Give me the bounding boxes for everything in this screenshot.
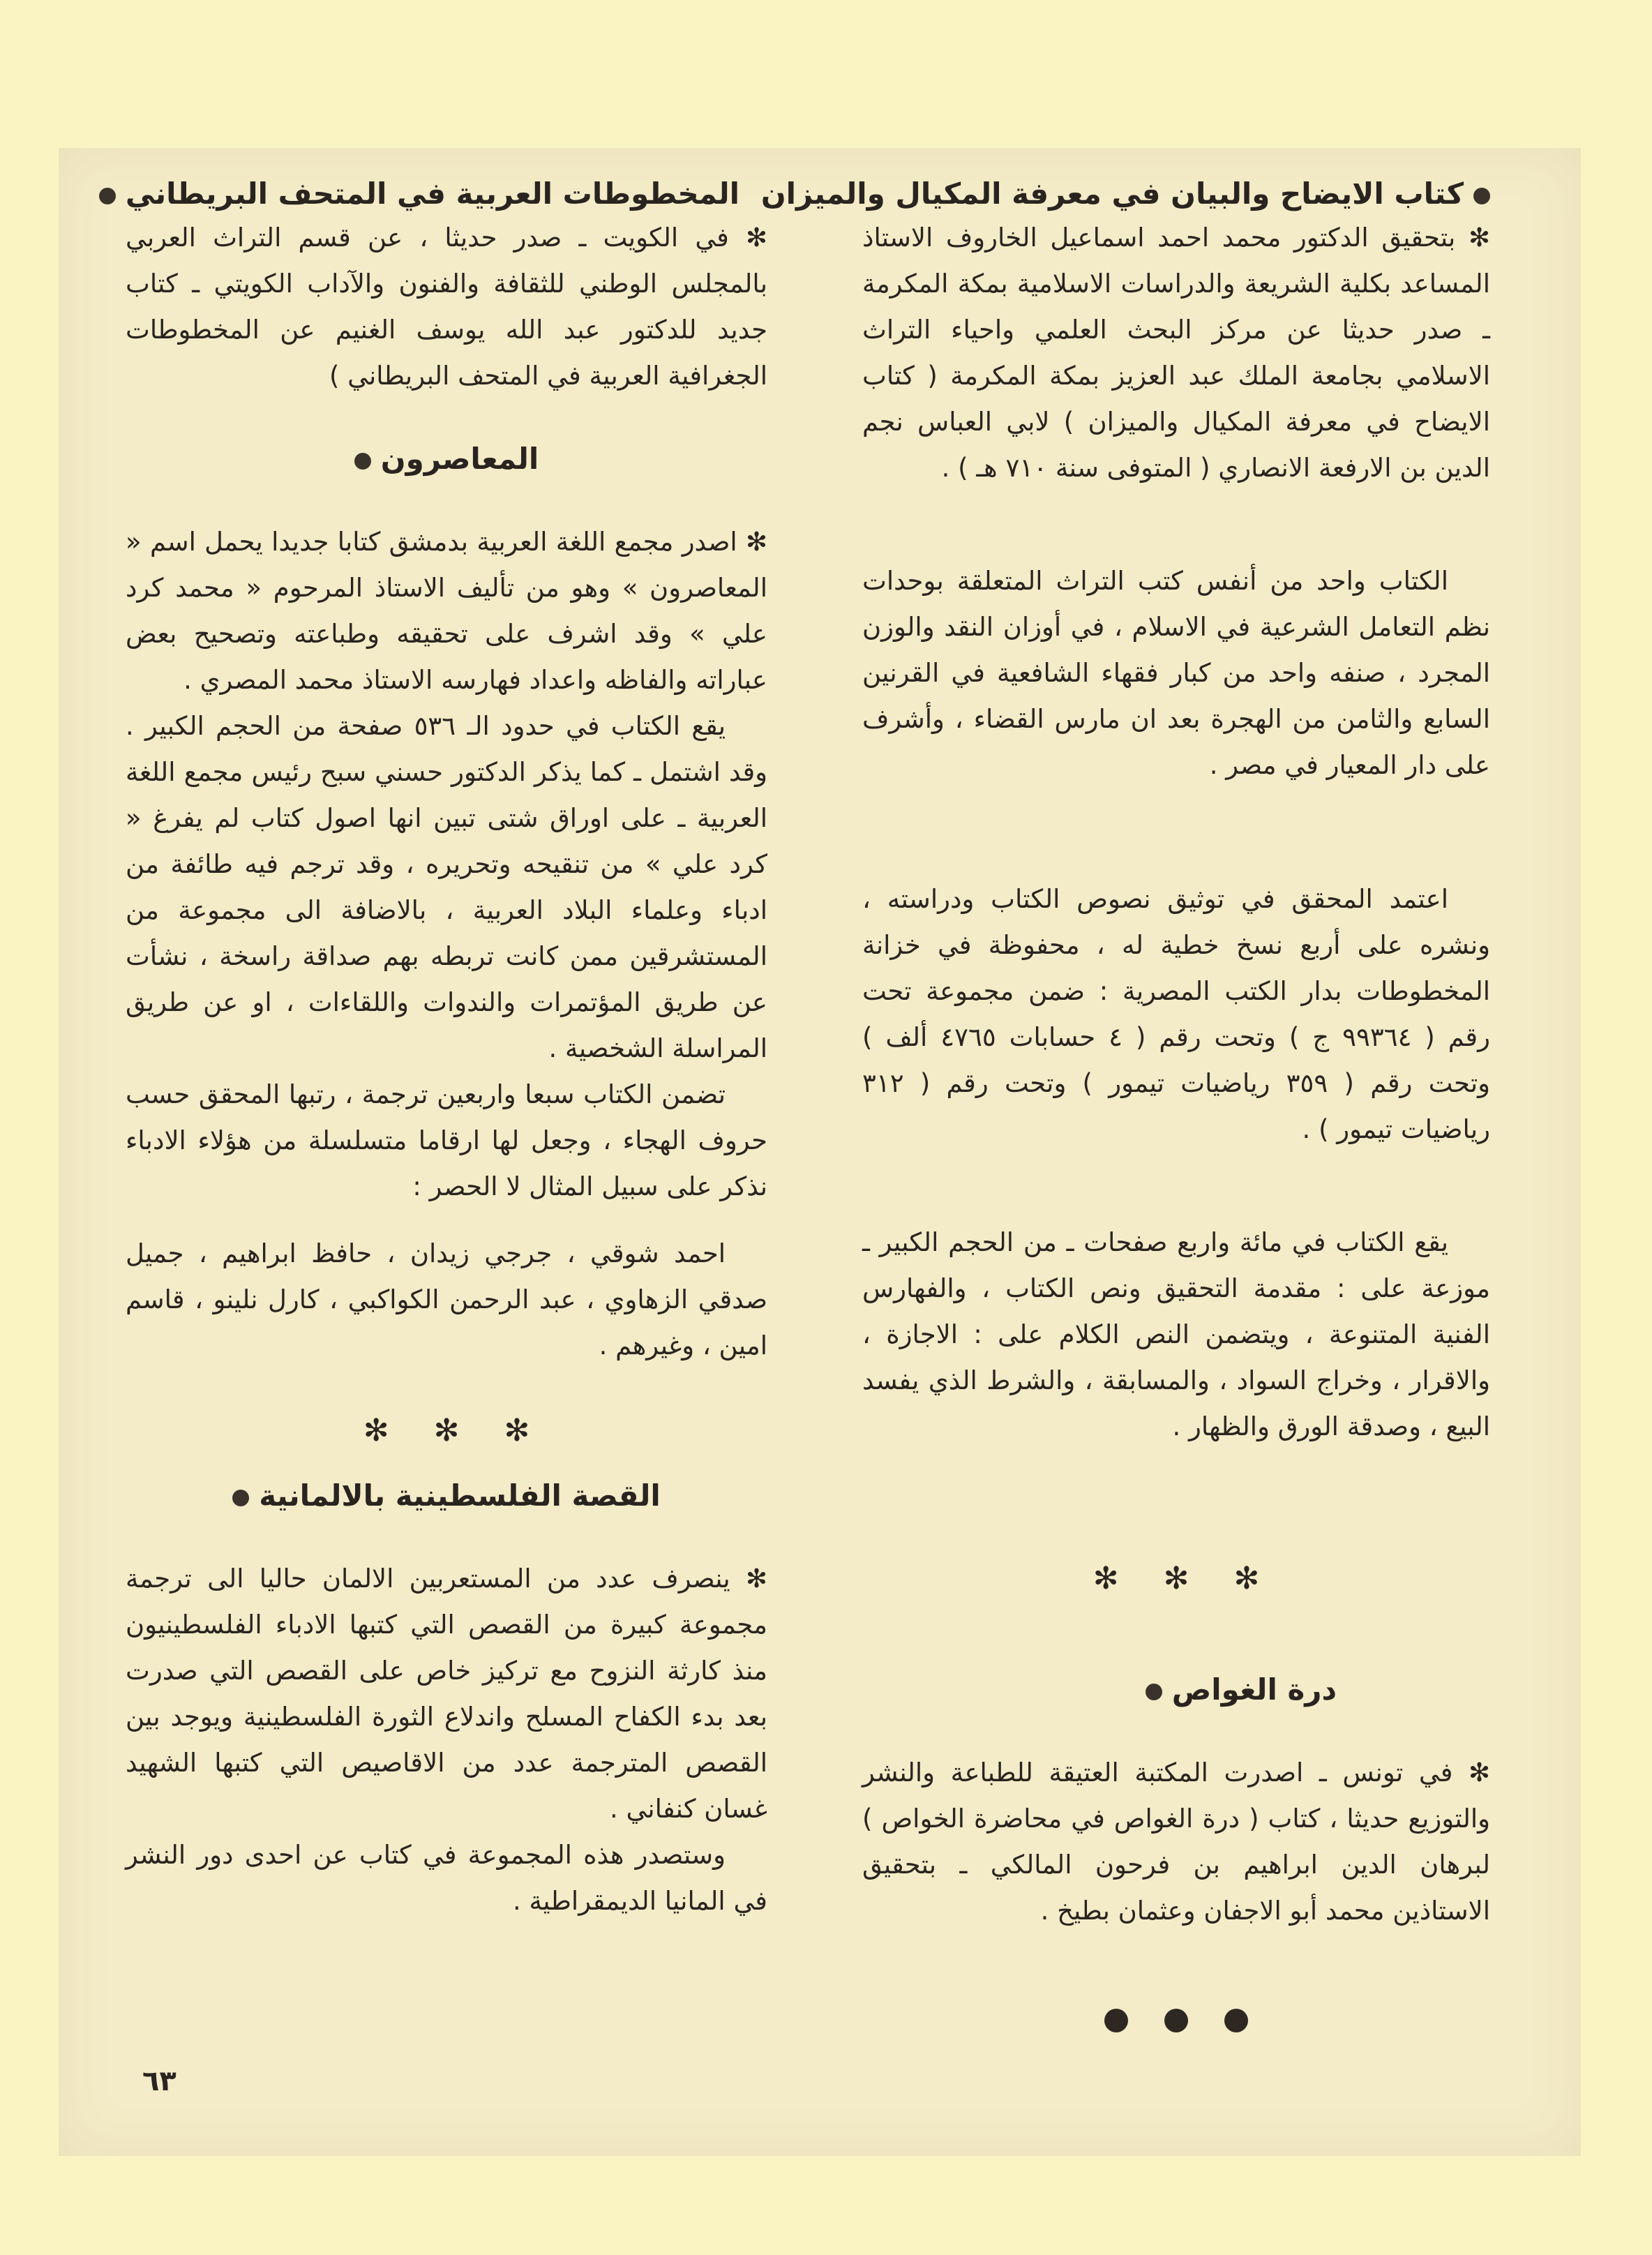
left-column	[126, 148, 767, 2156]
paragraph: تضمن الكتاب سبعا واربعين ترجمة ، رتبها المحقق حسب حروف الهجاء ، وجعل لها ارقاما متسلسلة من هؤلاء الادباء نذكر على سبيل المثال لا الحصر :	[126, 1079, 767, 1201]
dot-icon	[1164, 2009, 1188, 2032]
section-title-british-museum: المخطوطات العربية في المتحف البريطاني	[126, 173, 767, 215]
bullet-icon	[232, 1490, 249, 1506]
section-title-contemporaries: المعاصرون	[126, 438, 767, 480]
separator-stars	[126, 1408, 767, 1454]
paragraph: الكتاب واحد من أنفس كتب التراث المتعلقة بوحدات نظم التعامل الشرعية في الاسلام ، في أوزان النقد والوزن المجرد ، صنفه واحد من كبار فقهاء الشافعية في القرنين السابع والثامن من الهجرة بعد ان مارس القضاء ، وأشرف على دار المعيار في مصر .	[862, 566, 1490, 780]
dot-icon	[1104, 2009, 1128, 2032]
right-column	[760, 148, 1490, 2156]
section-title-idah-book: كتاب الايضاح والبيان في معرفة المكيال والميزان	[862, 173, 1490, 215]
separator-stars	[862, 1556, 1490, 1602]
paragraph: ✻ في تونس ـ اصدرت المكتبة العتيقة للطباعة والنشر والتوزيع حديثا ، كتاب ( درة الغواص في محاضرة الخواص ) لبرهان الدين ابراهيم بن فرحون المالكي ـ بتحقيق الاستاذين محمد أبو الاجفان وعثمان بطيخ .	[862, 1758, 1490, 1926]
paragraph: يقع الكتاب في حدود الـ ٥٣٦ صفحة من الحجم الكبير . وقد اشتمل ـ كما يذكر الدكتور حسني سبح رئيس مجمع اللغة العربية ـ على اوراق شتى تبين انها اصول كتاب لم يفرغ « كرد علي » من تنقيحه وتحريره ، وقد ترجم فيه طائفة من ادباء وعلماء البلاد العربية ، بالاضافة الى مجموعة من المستشرقين ممن كانت تربطه بهم صداقة راسخة ، نشأت عن طريق المؤتمرات والندوات واللقاءات ، او عن طريق المراسلة الشخصية .	[126, 711, 767, 1063]
paragraph: يقع الكتاب في مائة واربع صفحات ـ من الحجم الكبير ـ موزعة على : مقدمة التحقيق ونص الكتاب ، والفهارس الفنية المتنوعة ، ويتضمن النص الكلام على : الاجازة ، والاقرار ، وخراج السواد ، والمسابقة ، والشرط الذي يفسد البيع ، وصدقة الورق والظهار .	[862, 1227, 1490, 1441]
paragraph: ✻ بتحقيق الدكتور محمد احمد اسماعيل الخاروف الاستاذ المساعد بكلية الشريعة والدراسات الاسلامية بمكة المكرمة ـ صدر حديثا عن مركز البحث العلمي واحياء التراث الاسلامي بجامعة الملك عبد العزيز بمكة المكرمة ( كتاب الايضاح في معرفة المكيال والميزان ) لابي العباس نجم الدين بن الارفعة الانصاري ( المتوفى سنة ٧١٠ هـ ) .	[862, 223, 1490, 483]
bullet-icon	[354, 453, 371, 470]
section-title-palestinian-story: القصة الفلسطينية بالالمانية	[126, 1475, 767, 1517]
magazine-page	[59, 148, 1581, 2156]
paragraph: وستصدر هذه المجموعة في كتاب عن احدى دور النشر في المانيا الديمقراطية .	[126, 1840, 767, 1916]
paragraph: احمد شوقي ، جرجي زيدان ، حافظ ابراهيم ، جميل صدقي الزهاوي ، عبد الرحمن الكواكبي ، كارل نلينو ، قاسم امين ، وغيرهم .	[126, 1238, 767, 1361]
separator-dots	[862, 2001, 1490, 2047]
bullet-icon	[1473, 188, 1490, 204]
bullet-icon	[99, 188, 116, 204]
paragraph: ✻ ينصرف عدد من المستعربين الالمان حاليا الى ترجمة مجموعة كبيرة من القصص التي كتبها الادباء الفلسطينيون منذ كارثة النزوح مع تركيز خاص على القصص التي صدرت بعد بدء الكفاح المسلح واندلاع الثورة الفلسطينية ويوجد بين القصص المترجمة عدد من الاقاصيص التي كتبها الشهيد غسان كنفاني .	[126, 1564, 767, 1824]
paragraph: اعتمد المحقق في توثيق نصوص الكتاب ودراسته ، ونشره على أربع نسخ خطية له ، محفوظة في خزانة المخطوطات بدار الكتب المصرية : ضمن مجموعة تحت رقم ( ٩٩٣٦٤ ج ) وتحت رقم ( ٤ حسابات ٤٧٦٥ ألف ) وتحت رقم ( ٣٥٩ رياضيات تيمور ) وتحت رقم ( ٣١٢ رياضيات تيمور ) .	[862, 884, 1490, 1144]
star-icon: ✻	[433, 1413, 460, 1448]
bullet-icon	[1146, 1684, 1162, 1700]
star-icon: ✻	[1233, 1561, 1260, 1596]
star-icon: ✻	[504, 1413, 530, 1448]
dot-icon	[1224, 2009, 1248, 2032]
paragraph: ✻ في الكويت ـ صدر حديثا ، عن قسم التراث العربي بالمجلس الوطني للثقافة والفنون والآداب الكويتي ـ كتاب جديد للدكتور عبد الله يوسف الغنيم عن المخطوطات الجغرافية العربية في المتحف البريطاني )	[126, 223, 767, 391]
star-icon: ✻	[1163, 1561, 1189, 1596]
section-title-durrat: درة الغواص	[862, 1669, 1490, 1711]
paragraph: ✻ اصدر مجمع اللغة العربية بدمشق كتابا جديدا يحمل اسم « المعاصرون » وهو من تأليف الاستاذ المرحوم « محمد كرد علي » وقد اشرف على تحقيقه وطباعته وتصحيح بعض عباراته والفاظه واعداد فهارسه الاستاذ محمد المصري .	[126, 527, 767, 695]
page-number: ٦٣	[142, 2065, 177, 2097]
star-icon: ✻	[363, 1413, 389, 1448]
star-icon: ✻	[1092, 1561, 1119, 1596]
